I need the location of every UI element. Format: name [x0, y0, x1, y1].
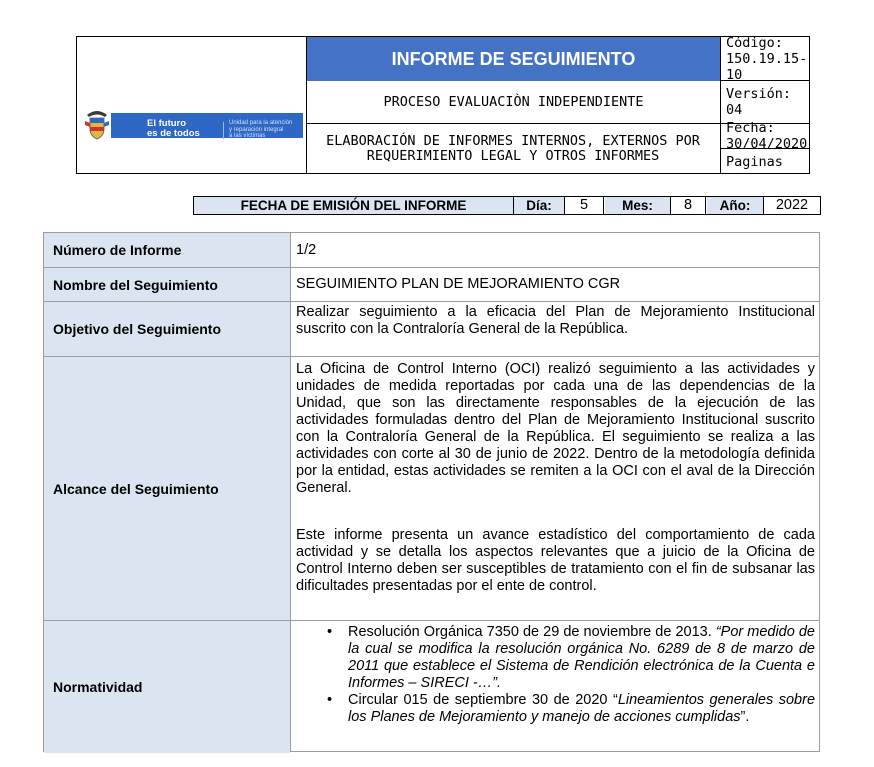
month-value: 8 [671, 197, 706, 214]
objective-value: Realizar seguimiento a la eficacia del Plan de Mejoramiento Institucional suscrito con la Contraloría General de la República. [296, 304, 815, 337]
process-name: PROCESO EVALUACIÒN INDEPENDIENTE [383, 94, 644, 110]
logo-unit-name: Unidad para la atención y reparación integral a las víctimas [229, 120, 293, 139]
code-label: Código: 150.19.15-10 [726, 35, 808, 83]
report-title: INFORME DE SEGUIMIENTO [307, 37, 720, 81]
subprocess-name: ELABORACIÓN DE INFORMES INTERNOS, EXTERNOS POR REQUERIMIENTO LEGAL Y OTROS INFORMES [326, 133, 700, 164]
row-label-objetivo: Objetivo del Seguimiento [44, 302, 290, 356]
institution-logo [83, 108, 301, 142]
scope-paragraph-2: Este informe presenta un avance estadístico del comportamiento de cada actividad y se detalla los aspectos relevantes que a juicio de la Oficina de Control Interno deben ser susceptibles de tratamiento con el fin de subsanar las dificultades presentadas por el ente de control. [296, 527, 815, 594]
day-value: 5 [565, 197, 604, 214]
month-label: Mes: [605, 197, 671, 214]
coat-of-arms-icon [83, 109, 111, 141]
list-item: • Circular 015 de septiembre 30 de 2020 “Lineamientos generales sobre los Planes de Mejoramiento y manejo de acciones cumplidas”. [327, 692, 816, 725]
row-label-numero: Número de Informe [44, 233, 290, 267]
pages-label: Paginas [726, 153, 783, 170]
list-item: • Resolución Orgánica 7350 de 29 de noviembre de 2013. “Por medido de la cual se modifica la resolución orgánica No. 6289 de 8 de marzo de 2011 que establece el Sistema de Rendición electrónica de la Cuenta e Informes – SIRECI -…”. [327, 624, 815, 691]
emission-label: FECHA DE EMISIÓN DEL INFORME [194, 197, 514, 214]
document-header [76, 36, 810, 174]
tracking-name-value: SEGUIMIENTO PLAN DE MEJORAMIENTO CGR [296, 276, 621, 292]
version-label: Versión: 04 [726, 86, 792, 118]
day-label: Día: [514, 197, 565, 214]
scope-paragraph-1: La Oficina de Control Interno (OCI) realizó seguimiento a las actividades y unidades de medida reportadas por cada una de las dependencias de la Unidad, que son las directamente responsables de la ejecución de las actividades formuladas dentro del Plan de Mejoramiento Institucional suscrito con la Contraloría General de la República. El seguimiento se realiza a las actividades con corte al 30 de junio de 2022. Dentro de la metodología definida por la entidad, estas actividades se remiten a la OCI con el aval de la Dirección General. [296, 361, 815, 496]
emission-date-row [193, 196, 821, 215]
regulations-list [291, 624, 820, 726]
row-label-nombre: Nombre del Seguimiento [44, 268, 290, 301]
row-label-alcance: Alcance del Seguimiento [44, 357, 290, 620]
row-label-normatividad: Normatividad [44, 621, 290, 753]
logo-banner [111, 113, 303, 138]
date-label: Fecha: 30/04/2020 [726, 120, 808, 152]
divider [720, 37, 721, 173]
report-number-value: 1/2 [296, 241, 317, 258]
report-details-table [43, 232, 820, 752]
logo-slogan: El futuro es de todos [147, 118, 200, 139]
year-label: Año: [707, 197, 764, 214]
year-value: 2022 [775, 197, 809, 213]
